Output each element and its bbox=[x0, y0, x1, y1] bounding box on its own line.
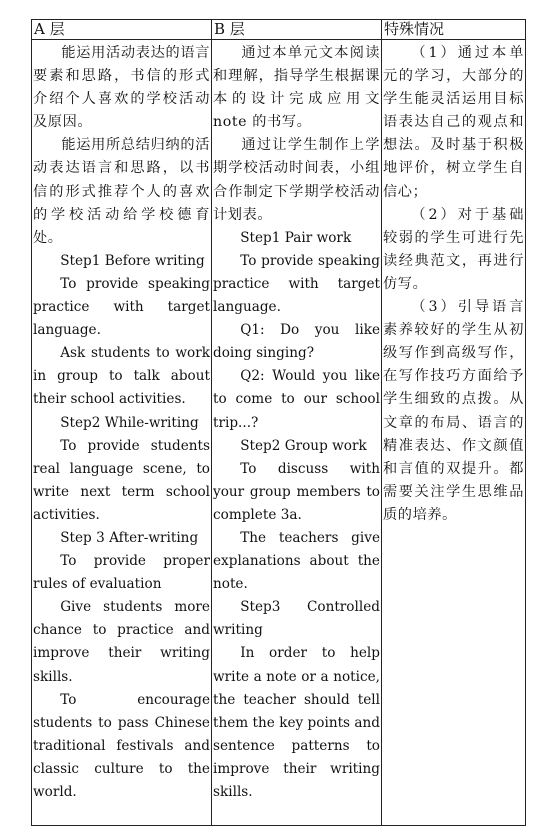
b-step-2-item-2: The teachers give explanations about the note. bbox=[213, 529, 380, 593]
a-step-2-title: Step2 While-writing bbox=[60, 414, 199, 431]
a-step-3-item-1: To provide proper rules of evaluation bbox=[33, 553, 210, 593]
header-a-level: A 层 bbox=[32, 20, 212, 40]
b-step-1-title: Step1 Pair work bbox=[240, 229, 352, 246]
cell-special-cases bbox=[382, 40, 526, 826]
b-step-2-title: Step2 Group work bbox=[240, 437, 367, 454]
lesson-plan-table bbox=[31, 19, 526, 826]
b-goal-2: 通过让学生制作上学期学校活动时间表，小组合作制定下学期学校活动计划表。 bbox=[213, 137, 380, 223]
b-step-3-item-1: In order to help write a note or a notice, the teacher should tell them the key points and sentence patterns to improve their writing skills. bbox=[213, 645, 380, 800]
a-step-1-item-1: To provide speaking practice with target language. bbox=[33, 275, 210, 339]
b-goal-1: 通过本单元文本阅读和理解，指导学生根据课本的设计完成应用文 note 的书写。 bbox=[213, 45, 380, 131]
special-case-2: （2）对于基础较弱的学生可进行先读经典范文，再进行仿写。 bbox=[383, 206, 524, 292]
a-step-1-title: Step1 Before writing bbox=[60, 252, 205, 269]
header-special-cases: 特殊情况 bbox=[382, 20, 526, 40]
a-step-2-item-1: To provide students real language scene, to write next term school activities. bbox=[33, 437, 210, 523]
b-step-2-item-1: To discuss with your group members to complete 3a. bbox=[213, 460, 380, 523]
b-step-3-title: Step3 Controlled writing bbox=[213, 599, 380, 639]
header-row bbox=[32, 20, 526, 40]
b-step-1-q2: Q2: Would you like to come to our school trip...? bbox=[213, 368, 380, 431]
a-goal-2: 能运用所总结归纳的活动表达语言和思路，以书信的形式推荐个人的喜欢的学校活动给学校德育处。 bbox=[33, 137, 210, 246]
content-row bbox=[32, 40, 526, 826]
a-step-1-item-2: Ask students to work in group to talk about their school activities. bbox=[33, 345, 210, 408]
a-step-3-title: Step 3 After-writing bbox=[60, 529, 199, 546]
a-goal-1: 能运用活动表达的语言要素和思路，书信的形式介绍个人喜欢的学校活动及原因。 bbox=[33, 45, 210, 131]
a-step-3-item-3: To encourage students to pass Chinese traditional festivals and classic culture to the world. bbox=[33, 691, 210, 800]
special-case-3: （3）引导语言素养较好的学生从初级写作到高级写作，在写作技巧方面给予学生细致的点拨。从文章的布局、语言的精准表达、作文颜值和言值的双提升。都需要关注学生思维品质的培养。 bbox=[383, 299, 524, 523]
cell-a-level bbox=[32, 40, 212, 826]
cell-b-level bbox=[212, 40, 382, 826]
header-b-level: B 层 bbox=[212, 20, 382, 40]
special-case-1: （1）通过本单元的学习，大部分的学生能灵活运用目标语表达自己的观点和想法。及时基于积极地评价，树立学生自信心； bbox=[383, 45, 524, 200]
a-step-3-item-2: Give students more chance to practice and improve their writing skills. bbox=[33, 599, 210, 685]
b-step-1-q1: Q1: Do you like doing singing? bbox=[213, 322, 380, 362]
b-step-1-item-1: To provide speaking practice with target language. bbox=[213, 252, 380, 316]
